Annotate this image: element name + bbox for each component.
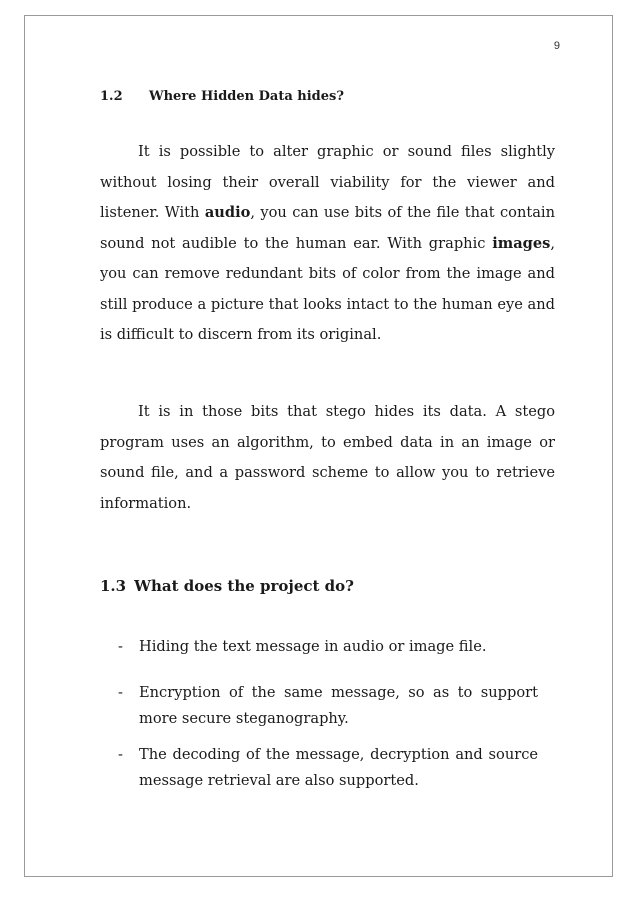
list-item-text: Encryption of the same message, so as to support more secure steganography. [139,684,538,727]
bullet-marker: - [118,638,123,655]
paragraph-text: , you can remove redundant bits of color from the image and still produce a picture that looks intact to the human eye and is difficult to discern from its original. [100,234,555,343]
paragraph-text: It is in those bits that stego hides its data. A stego program uses an algorithm, to embed data in an image or sound file, and a password scheme to allow you to retrieve information. [100,403,555,512]
section-heading-1-2 [100,89,344,104]
bold-term-audio: audio [204,204,251,221]
list-item [118,634,538,660]
bold-term-images: images [492,234,551,252]
bullet-marker: - [118,684,123,701]
paragraph-text: It is possible to alter graphic or sound files slightly without losing their overall viability for the viewer and listener. With [100,143,555,221]
list-item [118,680,538,732]
list-item-text: The decoding of the message, decryption and source message retrieval are also supported. [139,746,538,789]
section-title: Where Hidden Data hides? [149,89,344,104]
paragraph-2 [100,397,555,519]
page-number: 9 [553,40,560,52]
paragraph-1 [100,137,555,351]
section-number: 1.2 [100,89,123,104]
list-item [118,742,538,794]
paragraph-text: , you can use bits of the file that contain sound not audible to the human ear. With graphic [100,204,555,252]
list-item-text: Hiding the text message in audio or image file. [139,638,487,655]
bullet-list [118,634,538,794]
section-number: 1.3 [100,577,127,595]
bullet-marker: - [118,746,123,763]
section-heading-1-3 [100,577,354,595]
section-title: What does the project do? [134,577,354,595]
